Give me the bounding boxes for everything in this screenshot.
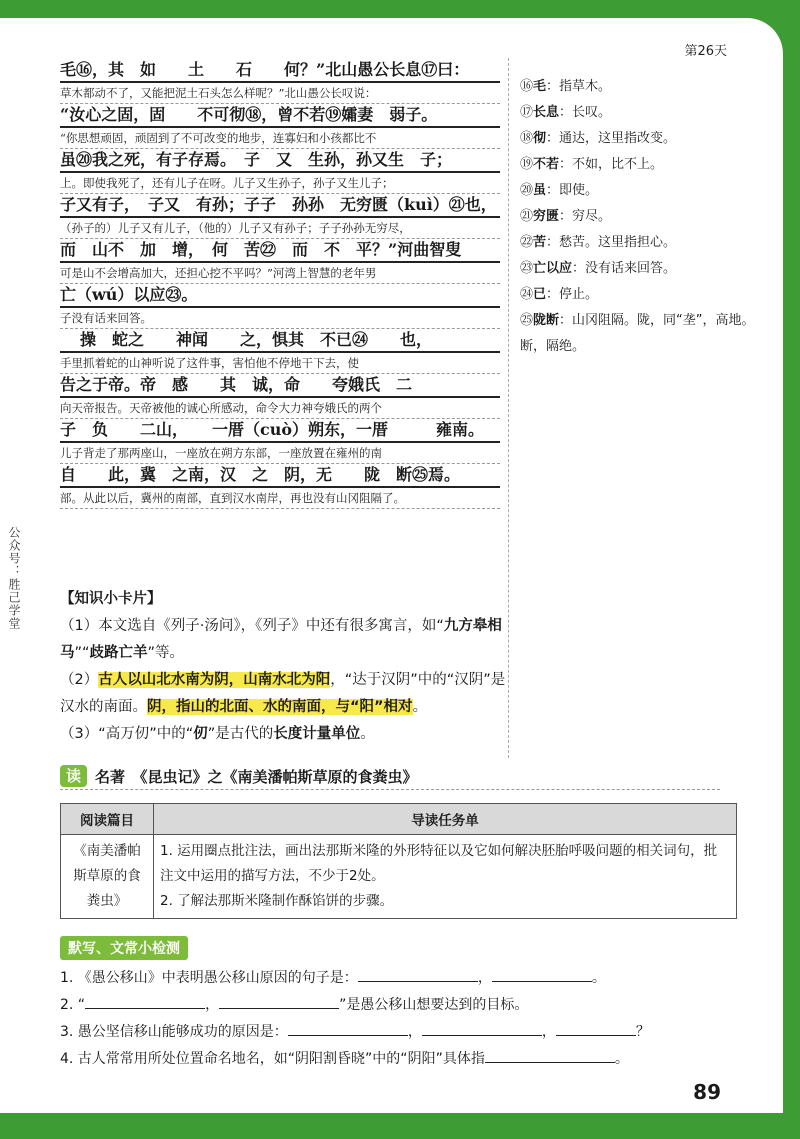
- answer-blank[interactable]: [556, 1021, 636, 1036]
- original-line: 告之于帝。帝 感 其 诚，命 夸娥氏 二: [60, 374, 500, 398]
- question-2: 2. “ ， ”是愚公移山想要达到的目标。: [60, 992, 750, 1019]
- original-line: 而 山不 加 增， 何 苦㉒ 而 不 平？”河曲智叟: [60, 239, 500, 263]
- note-item: ⑲不若：不如，比不上。: [520, 157, 664, 172]
- side-watermark: 公众号：胜己学堂: [7, 526, 21, 630]
- note-item: ㉑穷匮：穷尽。: [520, 209, 612, 224]
- quiz-badge: 默写、文常小检测: [60, 936, 188, 960]
- translation-line: （孙子的）儿子又有儿子，（他的）儿子又有孙子；子子孙孙无穷尽，: [60, 218, 500, 239]
- note-item: ㉕陇断：山冈阻隔。陇，同“垄”，高地。断，隔绝。: [520, 313, 755, 354]
- note-item: ⑳虽：即使。: [520, 183, 599, 198]
- knowledge-card-title: 【知识小卡片】: [60, 591, 162, 607]
- answer-blank[interactable]: [492, 967, 592, 982]
- task-2: 2. 了解法那斯米隆制作酥馅饼的步骤。: [160, 893, 394, 909]
- knowledge-item-2: （2）古人以山北水南为阴，山南水北为阳，“达于汉阴”中的“汉阴”是汉水的南面。阴，指山的北面、水的南面，与“阳”相对。: [60, 672, 506, 715]
- answer-blank[interactable]: [219, 994, 339, 1009]
- quiz: [60, 965, 750, 1073]
- original-line: 子又有子， 子又 有孙；子子 孙孙 无穷匮（kuì）㉑也，: [60, 194, 500, 218]
- translation-line: 向天帝报告。天帝被他的诚心所感动，命令大力神夸娥氏的两个: [60, 398, 500, 419]
- original-line: “汝心之固，固 不可彻⑱，曾不若⑲孀妻 弱子。: [60, 104, 500, 128]
- translation-line: 儿子背走了那两座山，一座放在朔方东部，一座放置在雍州的南: [60, 443, 500, 464]
- knowledge-card: [60, 586, 510, 748]
- answer-blank[interactable]: [422, 1021, 542, 1036]
- passage: [60, 59, 500, 509]
- question-3: 3. 愚公坚信移山能够成功的原因是： ， ， ？: [60, 1019, 750, 1046]
- table-header-title: 阅读篇目: [61, 804, 154, 835]
- original-line: 毛⑯，其 如 土 石 何？”北山愚公长息⑰曰：: [60, 59, 500, 83]
- note-item: ⑰长息：长叹。: [520, 105, 612, 120]
- notes-column: [520, 74, 770, 360]
- page: [0, 18, 783, 1113]
- translation-line: 草木都动不了，又能把泥土石头怎么样呢？”北山愚公长叹说：: [60, 83, 500, 104]
- task-1: 1. 运用圈点批注法，画出法那斯米隆的外形特征以及它如何解决胚胎呼吸问题的相关词句，批注文中运用的描写方法，不少于2处。: [160, 843, 718, 884]
- note-item: ㉓亡以应：没有话来回答。: [520, 261, 677, 276]
- quiz-header: [60, 936, 188, 960]
- original-line: 亡（wú）以应㉓。: [60, 284, 500, 308]
- answer-blank[interactable]: [85, 994, 205, 1009]
- page-number: 89: [693, 1080, 721, 1104]
- translation-line: 子没有话来回答。: [60, 308, 500, 329]
- reading-title: 名著 《昆虫记》之《南美潘帕斯草原的食粪虫》: [95, 767, 418, 786]
- original-line: 自 此，冀 之南，汉 之 阴，无 陇 断㉕焉。: [60, 464, 500, 488]
- original-line: 操 蛇之 神闻 之，惧其 不已㉔ 也，: [60, 329, 500, 353]
- note-item: ⑱彻：通达，这里指改变。: [520, 131, 677, 146]
- answer-blank[interactable]: [288, 1021, 408, 1036]
- original-line: 子 负 二山， 一厝（cuò）朔东，一厝 雍南。: [60, 419, 500, 443]
- note-item: ㉔已：停止。: [520, 287, 599, 302]
- table-header-task: 导读任务单: [154, 804, 737, 835]
- translation-line: 可是山不会增高加大，还担心挖不平吗？”河湾上智慧的老年男: [60, 263, 500, 284]
- question-1: 1. 《愚公移山》中表明愚公移山原因的句子是： ， 。: [60, 965, 750, 992]
- translation-line: “你思想顽固，顽固到了不可改变的地步，连寡妇和小孩都比不: [60, 128, 500, 149]
- translation-line: 手里抓着蛇的山神听说了这件事，害怕他不停地干下去，使: [60, 353, 500, 374]
- answer-blank[interactable]: [485, 1048, 615, 1063]
- reading-task-table: [60, 803, 737, 919]
- knowledge-item-1: （1）本文选自《列子·汤问》，《列子》中还有很多寓言，如“九方皋相马”“歧路亡羊”等。: [60, 618, 502, 661]
- question-4: 4. 古人常常用所处位置命名地名，如“阴阳割昏晓”中的“阴阳”具体指 。: [60, 1046, 750, 1073]
- reading-badge: 读: [60, 765, 87, 787]
- answer-blank[interactable]: [358, 967, 478, 982]
- table-cell-tasks: [154, 835, 737, 919]
- knowledge-item-3: （3）“高万仞”中的“仞”是古代的长度计量单位。: [60, 726, 375, 742]
- original-line: 虽⑳我之死，有子存焉。 子 又 生孙，孙又生 子；: [60, 149, 500, 173]
- note-item: ㉒苦：愁苦。这里指担心。: [520, 235, 677, 250]
- translation-line: 上。即使我死了，还有儿子在呀。儿子又生孙子，孙子又生儿子；: [60, 173, 500, 194]
- reading-header: [60, 763, 720, 790]
- note-item: ⑯毛：指草木。: [520, 79, 612, 94]
- translation-line: 部。从此以后，冀州的南部，直到汉水南岸，再也没有山冈阻隔了。: [60, 488, 500, 509]
- day-label: 第26天: [684, 44, 727, 59]
- table-cell-title: 《南美潘帕斯草原的食粪虫》: [61, 835, 154, 919]
